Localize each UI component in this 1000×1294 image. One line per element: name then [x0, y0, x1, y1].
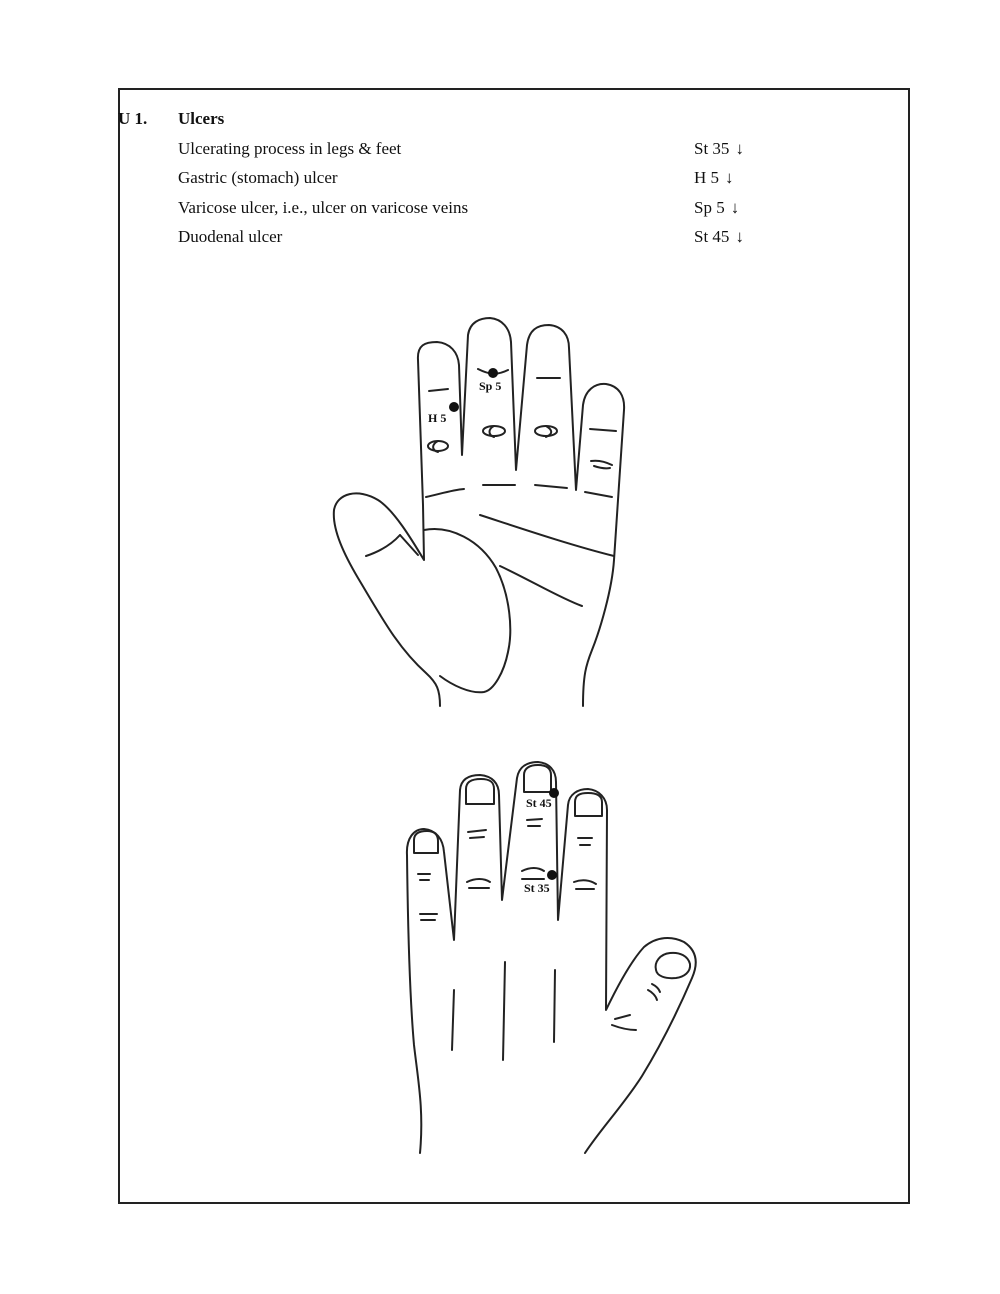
row-code: St 45 ↓ [694, 227, 744, 246]
acupoint-marker [547, 870, 557, 880]
down-arrow-icon: ↓ [735, 139, 744, 158]
row-code: Sp 5 ↓ [694, 198, 740, 217]
row-label: Gastric (stomach) ulcer [178, 168, 338, 187]
section-number: U 1. [118, 109, 148, 128]
acupoint-label: H 5 [428, 411, 447, 425]
row-label: Varicose ulcer, i.e., ulcer on varicose veins [178, 198, 469, 217]
row-code: H 5 ↓ [694, 168, 734, 187]
row-code: St 35 ↓ [694, 139, 744, 158]
acupoint-label: St 35 [524, 881, 550, 895]
acupoint-label: St 45 [526, 796, 552, 810]
row-label: Duodenal ulcer [178, 227, 283, 246]
down-arrow-icon: ↓ [730, 198, 740, 217]
down-arrow-icon: ↓ [735, 227, 744, 246]
acupoint-label: Sp 5 [479, 379, 502, 393]
down-arrow-icon: ↓ [725, 168, 734, 187]
section-title: Ulcers [178, 109, 225, 128]
row-label: Ulcerating process in legs & feet [178, 139, 402, 158]
